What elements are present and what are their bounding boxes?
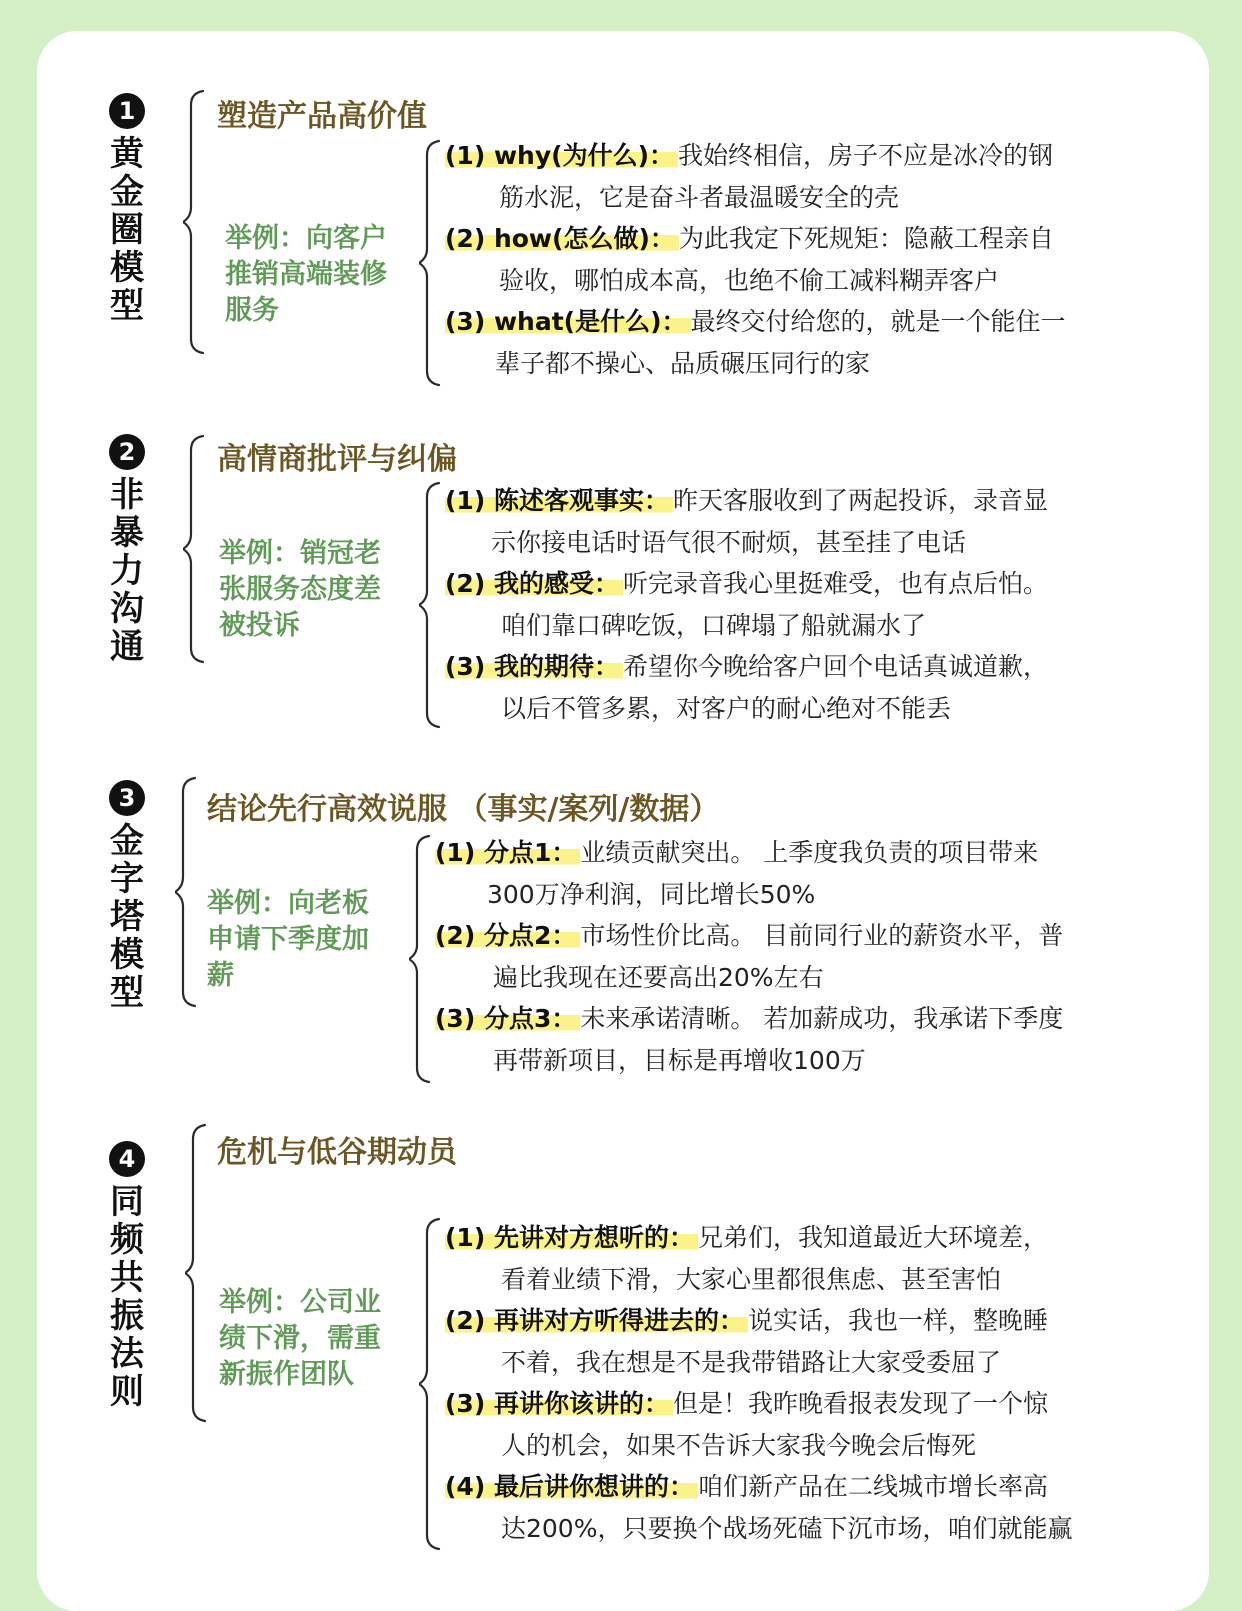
point-continuation: 筋水泥，它是奋斗者最温暖安全的壳 (499, 182, 900, 212)
section-heading: 高情商批评与纠偏 (217, 442, 457, 477)
point-continuation: 咱们靠口碑吃饭，口碑塌了船就漏水了 (501, 610, 927, 640)
point-text: 说实话，我也一样，整晚睡 (747, 1306, 1048, 1335)
section-vertical-title: 同 频 共 振 法 则 (110, 1182, 144, 1412)
list-item (445, 135, 1165, 218)
example-text: 举例：公司业 绩下滑，需重 新振作团队 (219, 1287, 381, 1390)
point-text: 听完录音我心里挺难受，也有点后怕。 (622, 569, 1048, 598)
point-label: (1) 分点1： (435, 838, 580, 867)
list-item (435, 998, 1175, 1081)
section-heading: 危机与低谷期动员 (217, 1135, 457, 1170)
point-continuation: 不着，我在想是不是我带错路让大家受委屈了 (501, 1347, 1002, 1377)
list-item (435, 832, 1175, 915)
list-item (445, 1217, 1175, 1300)
point-text: 昨天客服收到了两起投诉，录音显 (672, 486, 1048, 515)
section-vertical-title: 金 字 塔 模 型 (110, 821, 144, 1013)
example-text: 举例：向客户 推销高端装修 服务 (225, 223, 387, 326)
point-label: (1) 陈述客观事实： (445, 486, 673, 515)
section-number-badge: 2 (109, 434, 145, 470)
section-title-column (101, 434, 153, 666)
list-item (445, 1466, 1175, 1549)
list-item (445, 480, 1175, 563)
point-label: (1) why(为什么)： (445, 141, 678, 170)
point-continuation: 辈子都不操心、品质碾压同行的家 (495, 348, 871, 378)
content-card (37, 31, 1209, 1611)
outer-brace (183, 89, 213, 355)
list-item (445, 1300, 1175, 1383)
outer-brace (185, 1123, 215, 1423)
point-text: 兄弟们，我知道最近大环境差， (697, 1223, 1048, 1252)
section-number-badge: 1 (109, 93, 145, 129)
point-label: (3) what(是什么)： (445, 307, 691, 336)
section-title-column (101, 1141, 153, 1411)
point-text: 但是！我昨晚看报表发现了一个惊 (672, 1389, 1048, 1418)
points-list (445, 1217, 1175, 1549)
point-continuation: 人的机会，如果不告诉大家我今晚会后悔死 (501, 1430, 977, 1460)
point-label: (2) 分点2： (435, 921, 580, 950)
point-text: 最终交付给您的，就是一个能住一 (690, 307, 1066, 336)
list-item (445, 218, 1165, 301)
point-label: (3) 我的期待： (445, 652, 623, 681)
section-vertical-title: 黄 金 圈 模 型 (110, 134, 144, 326)
points-list (445, 135, 1165, 384)
point-text: 咱们新产品在二线城市增长率高 (697, 1472, 1048, 1501)
list-item (445, 563, 1175, 646)
outer-brace (183, 434, 213, 664)
example-text: 举例：向老板 申请下季度加 薪 (207, 888, 369, 991)
point-text: 业绩贡献突出。 上季度我负责的项目带来 (580, 838, 1039, 867)
point-continuation: 遍比我现在还要高出20%左右 (493, 962, 824, 992)
point-label: (1) 先讲对方想听的： (445, 1223, 698, 1252)
point-text: 未来承诺清晰。 若加薪成功，我承诺下季度 (580, 1004, 1064, 1033)
list-item (445, 301, 1165, 384)
point-continuation: 验收，哪怕成本高，也绝不偷工减料糊弄客户 (499, 265, 1000, 295)
list-item (445, 646, 1175, 729)
outer-brace (175, 776, 205, 1008)
point-text: 为此我定下死规矩：隐蔽工程亲自 (678, 224, 1054, 253)
point-continuation: 示你接电话时语气很不耐烦，甚至挂了电话 (491, 527, 967, 557)
point-label: (3) 再讲你该讲的： (445, 1389, 673, 1418)
list-item (435, 915, 1175, 998)
section-number-badge: 4 (109, 1141, 145, 1177)
point-continuation: 达200%，只要换个战场死磕下沉市场，咱们就能赢 (501, 1513, 1073, 1543)
example-text: 举例：销冠老 张服务态度差 被投诉 (219, 538, 381, 641)
point-label: (2) 再讲对方听得进去的： (445, 1306, 748, 1335)
point-label: (3) 分点3： (435, 1004, 580, 1033)
point-continuation: 看着业绩下滑，大家心里都很焦虑、甚至害怕 (501, 1264, 1002, 1294)
list-item (445, 1383, 1175, 1466)
point-continuation: 再带新项目，目标是再增收100万 (493, 1045, 866, 1075)
section-heading: 塑造产品高价值 (217, 99, 427, 134)
point-continuation: 以后不管多累，对客户的耐心绝对不能丢 (501, 693, 952, 723)
point-label: (2) how(怎么做)： (445, 224, 679, 253)
section-heading: 结论先行高效说服 （事实/案列/数据） (207, 792, 720, 827)
section-number-badge: 3 (109, 780, 145, 816)
point-text: 市场性价比高。 目前同行业的薪资水平，普 (580, 921, 1064, 950)
point-text: 我始终相信，房子不应是冰冷的钢 (678, 141, 1054, 170)
point-label: (2) 我的感受： (445, 569, 623, 598)
point-continuation: 300万净利润，同比增长50% (487, 879, 816, 909)
section-title-column (101, 780, 153, 1012)
point-text: 希望你今晚给客户回个电话真诚道歉， (622, 652, 1048, 681)
section-title-column (101, 93, 153, 325)
point-label: (4) 最后讲你想讲的： (445, 1472, 698, 1501)
section-vertical-title: 非 暴 力 沟 通 (110, 475, 144, 667)
points-list (445, 480, 1175, 729)
points-list (435, 832, 1175, 1081)
